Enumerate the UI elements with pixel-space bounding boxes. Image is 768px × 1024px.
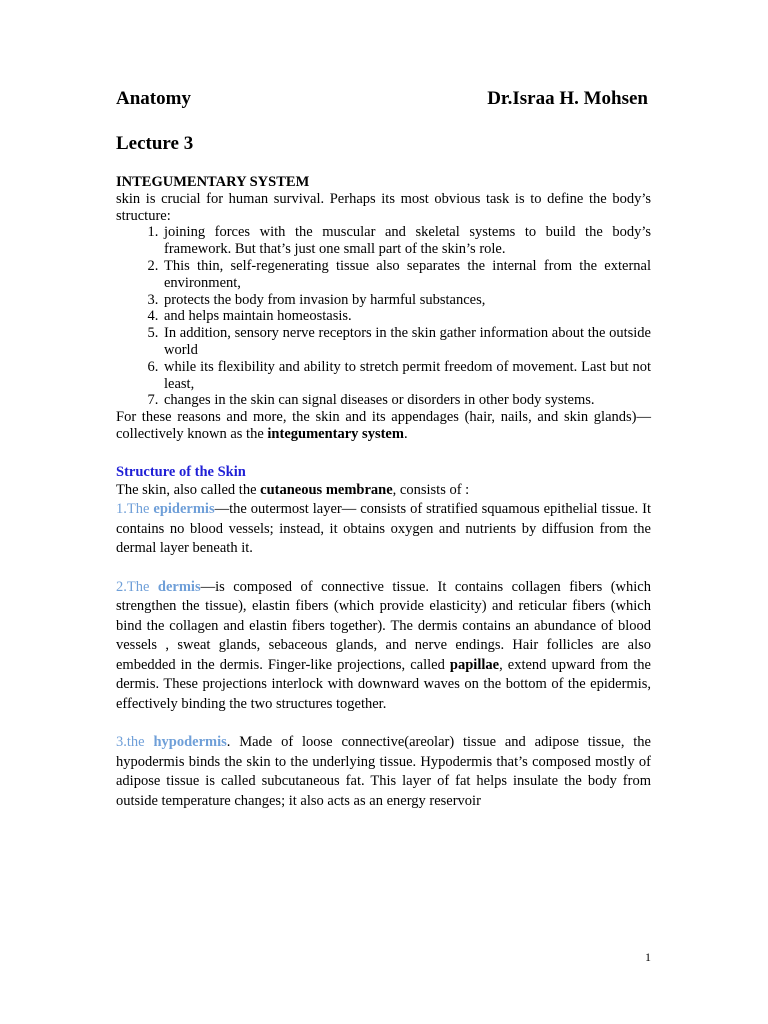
epidermis-text: —the outermost layer— consists of stratified squamous epithelial tissue. It contains no blood vessels; instead, it obtains oxygen and nutrients by diffusion from the dermal layer beneath it. [116, 501, 651, 557]
page-number: 1 [645, 950, 651, 964]
lecture-title: Lecture 3 [116, 133, 194, 154]
subject-title: Anatomy [116, 88, 191, 109]
epidermis-term: epidermis [153, 501, 215, 518]
structure-intro [116, 481, 651, 501]
hypodermis-number: 3.the [116, 734, 154, 751]
dermis-number: 2.The [116, 578, 158, 595]
list-item: 1. joining forces with the muscular and skeletal systems to build the body’s framework. But that’s just one small part of the skin’s role. [162, 224, 651, 258]
closing-end: . [403, 425, 408, 442]
dermis-text: —is composed of connective tissue. It contains collagen fibers (which strengthen the tissue), elastin fibers (which provide elasticity) and reticular fibers (which bind the collagen and elastin fibers together). The dermis contains an abundance of blood vessels , sweat glands, sebaceous glands, and nerve endings. Hair follicles are also embedded in the dermis. Finger-like projections, called [116, 578, 651, 673]
document-body [116, 174, 651, 811]
epidermis-paragraph [116, 500, 651, 559]
list-item: 5. In addition, sensory nerve receptors in the skin gather information about the outside world [162, 325, 651, 359]
hypodermis-term: hypodermis [153, 734, 227, 751]
list-item: 3. protects the body from invasion by harmful substances, [162, 292, 651, 309]
section-heading-structure: Structure of the Skin [116, 463, 246, 480]
dermis-term: dermis [157, 578, 201, 595]
author-name: Dr.Israa H. Mohsen [487, 88, 648, 109]
closing-paragraph [116, 409, 651, 443]
skin-functions-list [116, 224, 651, 409]
papillae-term: papillae [449, 656, 500, 673]
epidermis-number: 1.The [116, 501, 154, 518]
hypodermis-paragraph [116, 733, 651, 811]
hypodermis-text: . Made of loose connective(areolar) tissue and adipose tissue, the hypodermis binds the skin to the underlying tissue. Hypodermis that’s composed mostly of adipose tissue is called subcutaneous fat. This layer of fat helps insulate the body from outside temperature changes; it also acts as an energy reservoir [116, 734, 651, 809]
dermis-text-end: , extend upward from the dermis. These projections interlock with downward waves on the bottom of the epidermis, effectively binding the two structures together. [116, 656, 651, 712]
dermis-paragraph [116, 578, 651, 715]
list-item: 7. changes in the skin can signal diseases or disorders in other body systems. [162, 392, 651, 409]
list-item: 6. while its flexibility and ability to stretch permit freedom of movement. Last but not least, [162, 359, 651, 393]
list-item: 2. This thin, self-regenerating tissue also separates the internal from the external environment, [162, 258, 651, 292]
section-heading-integumentary: INTEGUMENTARY SYSTEM [116, 174, 310, 190]
intro-paragraph: skin is crucial for human survival. Perhaps its most obvious task is to define the body’s structure: [116, 190, 651, 224]
closing-term: integumentary system [267, 425, 404, 442]
structure-intro-end: , consists of : [392, 481, 470, 498]
structure-intro-term: cutaneous membrane [260, 481, 393, 498]
closing-text: For these reasons and more, the skin and its appendages (hair, nails, and skin glands)—collectively known as the [116, 409, 651, 442]
structure-intro-text: The skin, also called the [116, 481, 261, 498]
list-item: 4. and helps maintain homeostasis. [162, 308, 651, 325]
